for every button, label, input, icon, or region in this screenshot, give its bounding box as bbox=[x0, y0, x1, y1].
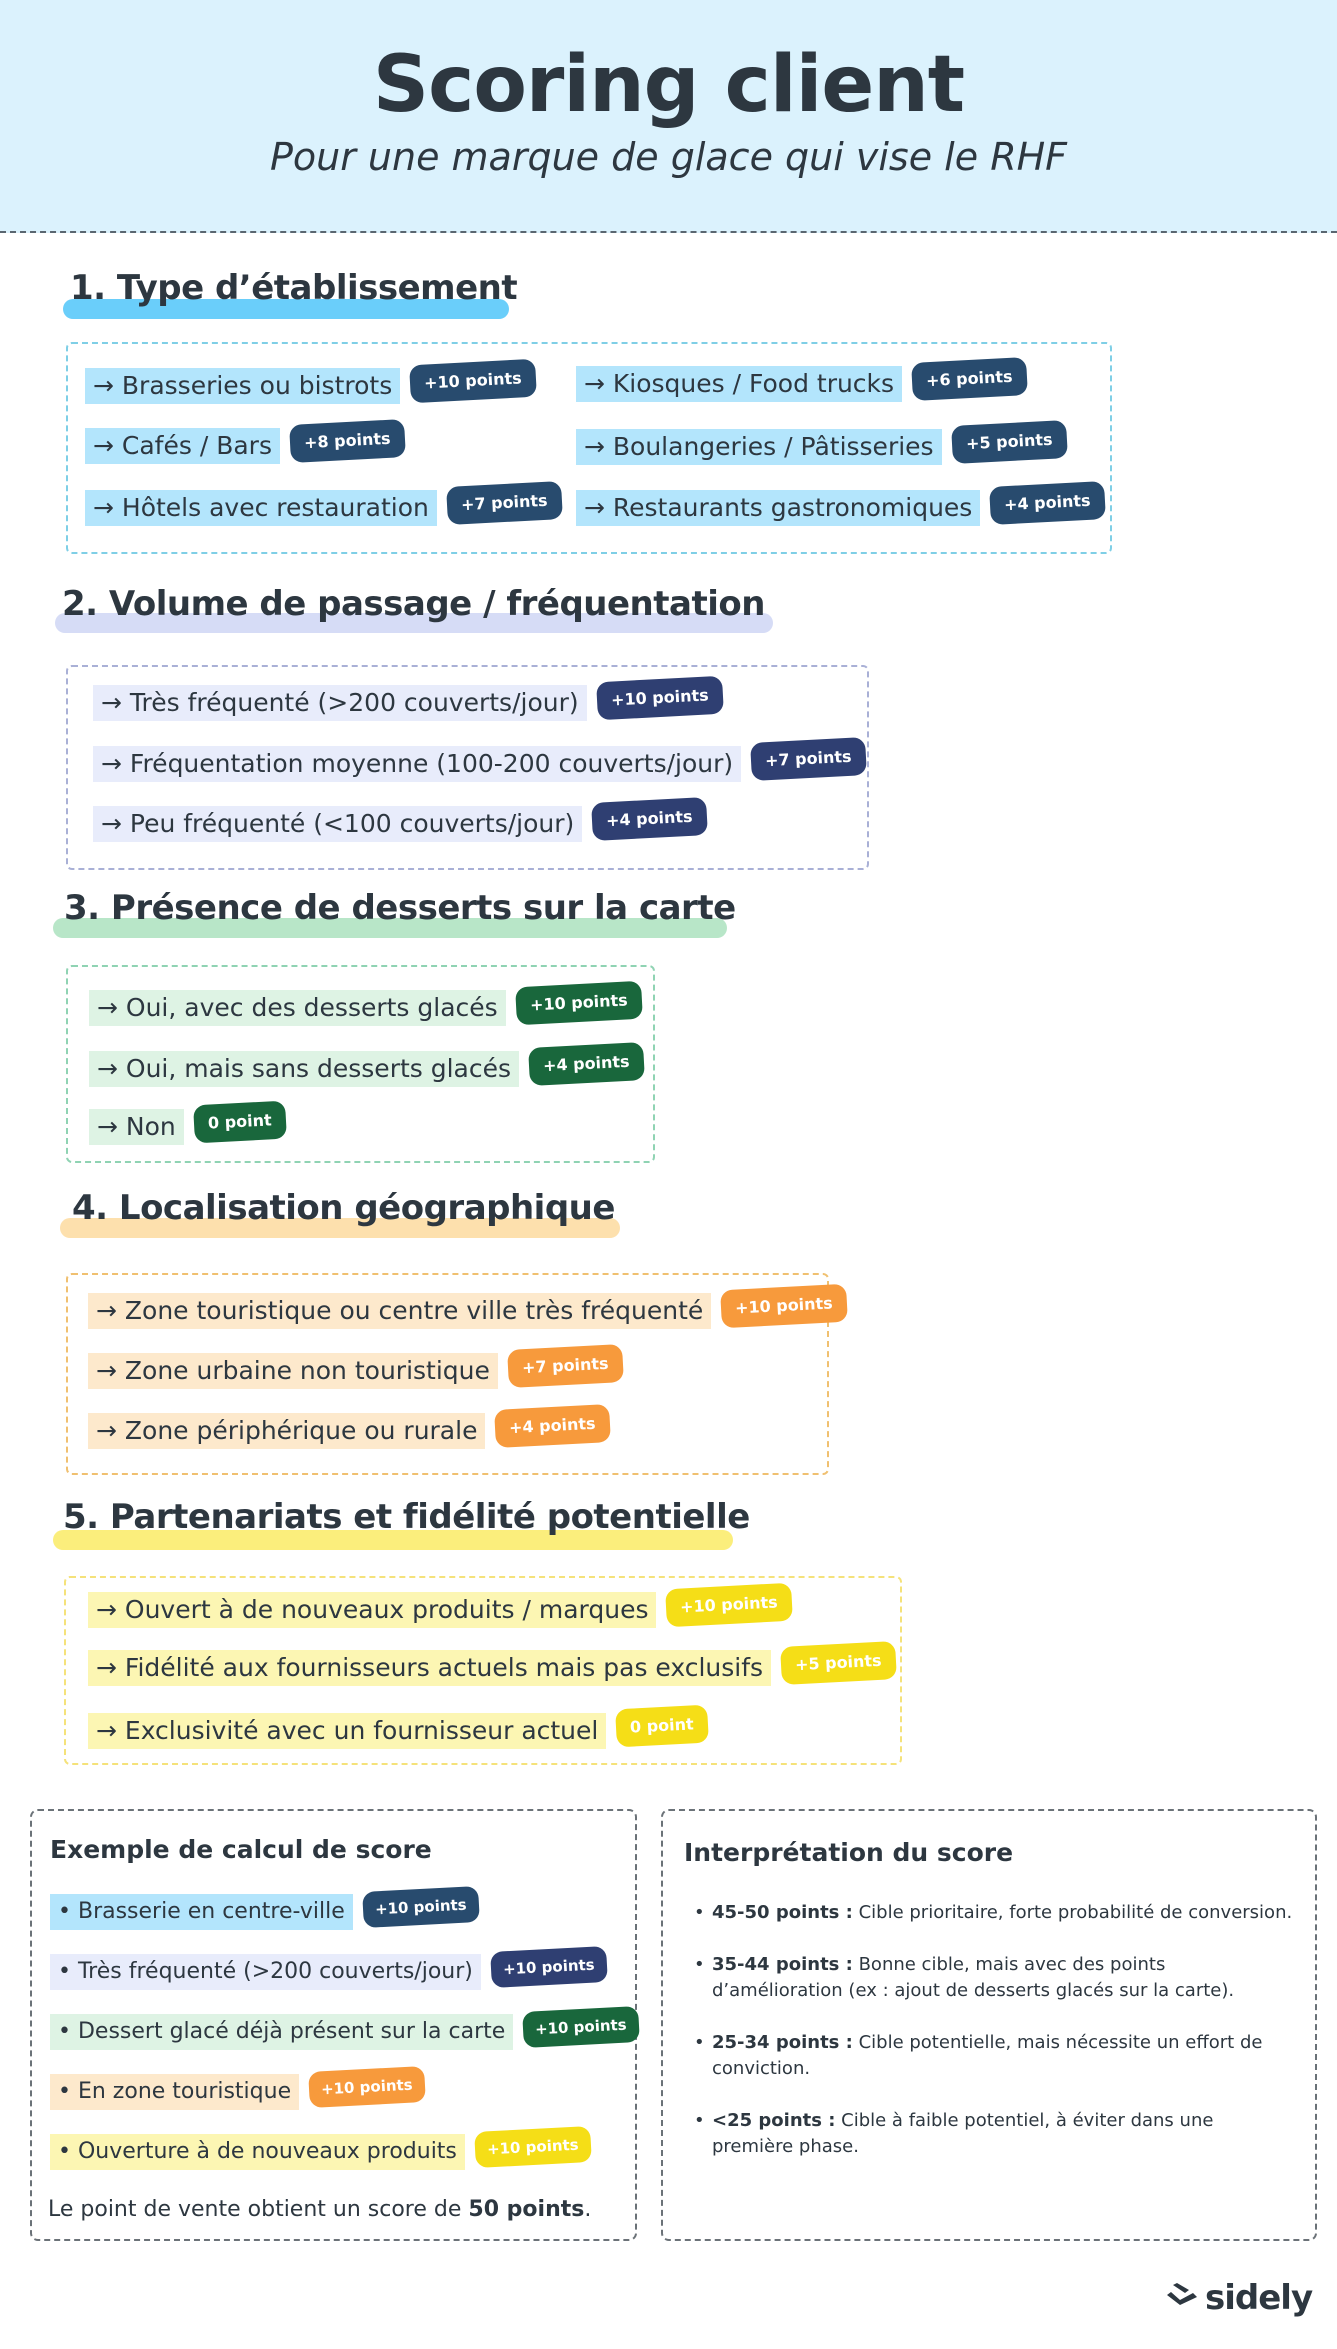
example-row bbox=[50, 2134, 591, 2170]
points-badge: +4 points bbox=[989, 481, 1105, 525]
example-label: • Ouverture à de nouveaux produits bbox=[50, 2134, 465, 2170]
interpretation-item bbox=[690, 1952, 1300, 2004]
points-badge: +4 points bbox=[528, 1042, 644, 1086]
score-meaning: Cible prioritaire, forte probabilité de conversion. bbox=[852, 1902, 1293, 1923]
points-badge: +10 points bbox=[666, 1583, 794, 1628]
interpretation-title: Interprétation du score bbox=[684, 1838, 1014, 1867]
total-value: 50 points bbox=[468, 2197, 585, 2222]
score-range: <25 points : bbox=[712, 2110, 836, 2131]
score-meaning: Bonne cible, mais avec des points d’amélioration (ex : ajout de desserts glacés sur la carte). bbox=[712, 1954, 1235, 2001]
criterion-label: → Non bbox=[89, 1109, 184, 1145]
page-subtitle: Pour une marque de glace qui vise le RHF bbox=[269, 135, 1068, 179]
criterion-row bbox=[85, 490, 561, 526]
criterion-label: → Oui, mais sans desserts glacés bbox=[89, 1051, 519, 1087]
criterion-row bbox=[89, 1109, 285, 1145]
points-badge: 0 point bbox=[615, 1705, 709, 1748]
interpretation-item bbox=[690, 2030, 1300, 2082]
criterion-row bbox=[85, 368, 536, 404]
criterion-label: → Boulangeries / Pâtisseries bbox=[576, 429, 942, 465]
criterion-row bbox=[85, 428, 405, 464]
section-3-title: 3. Présence de desserts sur la carte bbox=[64, 888, 736, 928]
points-badge: +10 points bbox=[522, 2006, 639, 2048]
points-badge: +10 points bbox=[308, 2066, 425, 2108]
page-title: Scoring client bbox=[372, 40, 965, 130]
example-row bbox=[50, 1894, 478, 1930]
criterion-row bbox=[89, 1051, 644, 1087]
example-row bbox=[50, 1954, 607, 1990]
criterion-row bbox=[93, 685, 722, 721]
criterion-row bbox=[88, 1293, 847, 1329]
criterion-row bbox=[93, 746, 866, 782]
points-badge: +10 points bbox=[515, 981, 643, 1026]
example-label: • Brasserie en centre-ville bbox=[50, 1894, 353, 1930]
criterion-label: → Peu fréquenté (<100 couverts/jour) bbox=[93, 806, 582, 842]
section-1-title: 1. Type d’établissement bbox=[70, 268, 518, 308]
criterion-label: → Brasseries ou bistrots bbox=[85, 368, 400, 404]
example-total bbox=[48, 2197, 591, 2222]
criterion-row bbox=[88, 1713, 708, 1749]
points-badge: +10 points bbox=[362, 1886, 479, 1928]
sidely-chevron-logo-icon bbox=[1163, 2281, 1201, 2315]
points-badge: +7 points bbox=[750, 737, 866, 781]
criterion-row bbox=[89, 990, 641, 1026]
example-label: • Dessert glacé déjà présent sur la carte bbox=[50, 2014, 513, 2050]
criterion-row bbox=[88, 1650, 896, 1686]
criterion-label: → Exclusivité avec un fournisseur actuel bbox=[88, 1713, 606, 1749]
section-2-title: 2. Volume de passage / fréquentation bbox=[62, 584, 765, 624]
criterion-label: → Fréquentation moyenne (100-200 couverts/jour) bbox=[93, 746, 741, 782]
interpretation-item bbox=[690, 2108, 1300, 2160]
example-label: • Très fréquenté (>200 couverts/jour) bbox=[50, 1954, 481, 1990]
criterion-label: → Hôtels avec restauration bbox=[85, 490, 437, 526]
score-meaning: Cible potentielle, mais nécessite un effort de conviction. bbox=[712, 2032, 1263, 2079]
criterion-row bbox=[576, 429, 1066, 465]
score-range: 35-44 points : bbox=[712, 1954, 853, 1975]
points-badge: +7 points bbox=[446, 481, 562, 525]
points-badge: +5 points bbox=[780, 1641, 896, 1685]
example-label: • En zone touristique bbox=[50, 2074, 299, 2110]
logo-text: sidely bbox=[1205, 2278, 1313, 2318]
criterion-label: → Très fréquenté (>200 couverts/jour) bbox=[93, 685, 587, 721]
section-5-title: 5. Partenariats et fidélité potentielle bbox=[63, 1497, 750, 1537]
criterion-label: → Kiosques / Food trucks bbox=[576, 366, 902, 402]
points-badge: +10 points bbox=[596, 676, 724, 721]
criterion-row bbox=[576, 490, 1105, 526]
criterion-label: → Restaurants gastronomiques bbox=[576, 490, 980, 526]
interpretation-item bbox=[690, 1900, 1300, 1926]
example-row bbox=[50, 2074, 425, 2110]
interpretation-list bbox=[690, 1900, 1300, 2186]
criterion-label: → Zone touristique ou centre ville très fréquenté bbox=[88, 1293, 711, 1329]
criterion-label: → Zone urbaine non touristique bbox=[88, 1353, 498, 1389]
points-badge: +10 points bbox=[720, 1284, 848, 1329]
points-badge: +4 points bbox=[495, 1404, 611, 1448]
criterion-row bbox=[93, 806, 707, 842]
criterion-label: → Oui, avec des desserts glacés bbox=[89, 990, 506, 1026]
example-title: Exemple de calcul de score bbox=[50, 1835, 432, 1864]
sidely-logo bbox=[1163, 2278, 1312, 2318]
points-badge: +6 points bbox=[911, 357, 1027, 401]
criterion-label: → Zone périphérique ou rurale bbox=[88, 1413, 485, 1449]
points-badge: 0 point bbox=[193, 1101, 287, 1144]
page-header bbox=[0, 0, 1337, 233]
example-row bbox=[50, 2014, 639, 2050]
criterion-row bbox=[88, 1413, 610, 1449]
points-badge: +8 points bbox=[289, 419, 405, 463]
points-badge: +10 points bbox=[490, 1946, 607, 1988]
points-badge: +5 points bbox=[951, 420, 1067, 464]
score-range: 45-50 points : bbox=[712, 1902, 853, 1923]
points-badge: +10 points bbox=[474, 2126, 591, 2168]
criterion-row bbox=[88, 1592, 792, 1628]
points-badge: +7 points bbox=[507, 1344, 623, 1388]
points-badge: +4 points bbox=[591, 797, 707, 841]
score-range: 25-34 points : bbox=[712, 2032, 853, 2053]
section-4-title: 4. Localisation géographique bbox=[72, 1188, 615, 1228]
criterion-label: → Fidélité aux fournisseurs actuels mais pas exclusifs bbox=[88, 1650, 771, 1686]
criterion-label: → Cafés / Bars bbox=[85, 428, 280, 464]
criterion-row bbox=[88, 1353, 623, 1389]
total-suffix: . bbox=[584, 2197, 592, 2222]
points-badge: +10 points bbox=[409, 359, 537, 404]
criterion-row bbox=[576, 366, 1027, 402]
criterion-label: → Ouvert à de nouveaux produits / marques bbox=[88, 1592, 656, 1628]
score-meaning: Cible à faible potentiel, à éviter dans une première phase. bbox=[712, 2110, 1214, 2157]
total-prefix: Le point de vente obtient un score de bbox=[48, 2197, 469, 2222]
